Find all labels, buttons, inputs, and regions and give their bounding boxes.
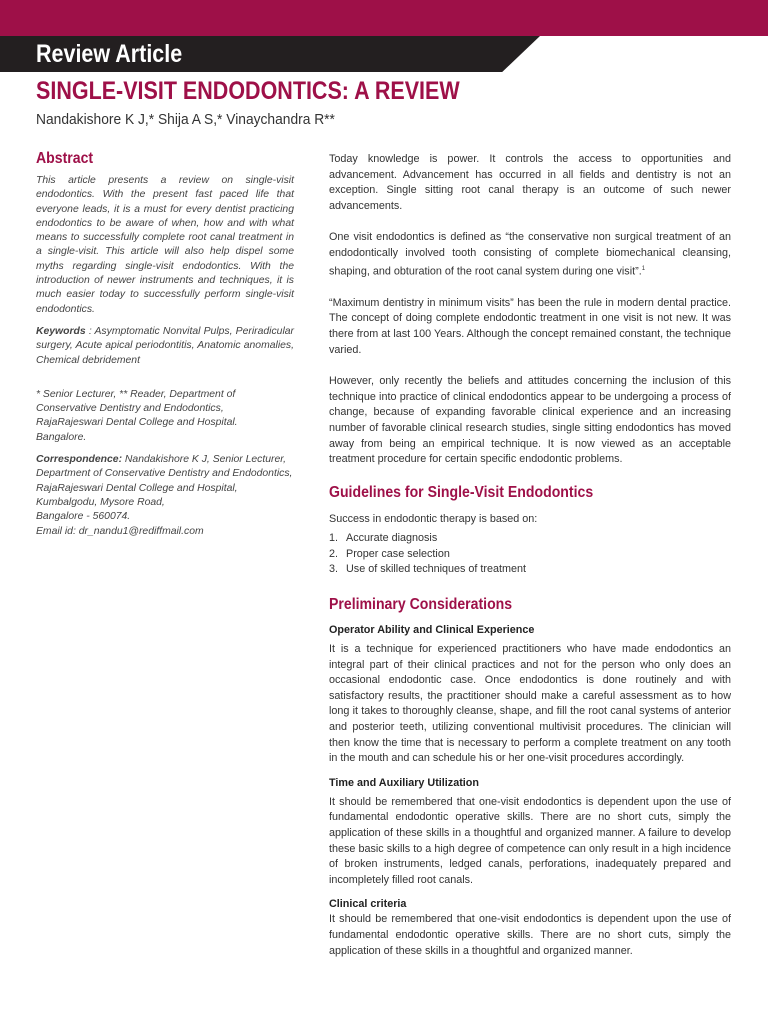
email-line: Email id: dr_nandu1@rediffmail.com bbox=[36, 525, 204, 537]
section-label: Review Article bbox=[36, 40, 183, 68]
article-title: SINGLE-VISIT ENDODONTICS: A REVIEW bbox=[36, 77, 460, 105]
operator-ability-heading: Operator Ability and Clinical Experience bbox=[329, 624, 535, 637]
paragraph-definition bbox=[329, 230, 731, 279]
correspondence-line: Bangalore - 560074. bbox=[36, 511, 131, 523]
list-text: Accurate diagnosis bbox=[346, 532, 438, 545]
list-item bbox=[329, 562, 731, 578]
list-item bbox=[329, 531, 731, 547]
paragraph-beliefs: However, only recently the beliefs and attitudes concerning the inclusion of this technique into practice of clinical endodontics appear to be undergoing a process of change, because of expanding favorable clinical experience and an increasing number of favorable clinical research studies, single sitting endodontics has moved away from being an empirical technique. It is now viewed as an acceptable treatment procedure for certain specific endodontic problems. bbox=[329, 375, 731, 466]
keywords-label: Keywords bbox=[36, 325, 86, 337]
paragraph-maximum-dentistry: “Maximum dentistry in minimum visits” has been the rule in modern dental practice. The concept of doing complete endodontic treatment in one visit is not new. It was there from at last 100 Years. Although the concept remained constant, the technique varied. bbox=[329, 296, 731, 356]
right-column bbox=[329, 152, 731, 975]
list-number: 2. bbox=[329, 547, 339, 560]
guidelines-list bbox=[329, 531, 731, 578]
abstract-text: This article presents a review on single-visit endodontics. With the present fast paced life that everyone leads, it is a must for every dentist practicing endodontics to be aware of when, how and with what means to successfully complete root canal treatment in a single-visit. This article will also help dispel some myths regarding single-visit endodontics. With the introduction of newer instruments and techniques, it is much easier today to successfully perform single-visit endodontics. bbox=[36, 175, 294, 315]
clinical-criteria-text: It should be remembered that one-visit endodontics is dependent upon the use of fundamental endodontic operative skills. There are no short cuts, simply the application of these skills in a thoughtful and organized manner. bbox=[329, 913, 731, 957]
affiliation-line: * Senior Lecturer, ** Reader, Department of bbox=[36, 388, 236, 400]
list-number: 3. bbox=[329, 563, 339, 576]
preliminary-heading: Preliminary Considerations bbox=[329, 596, 513, 614]
list-text: Use of skilled techniques of treatment bbox=[346, 563, 527, 576]
affiliation bbox=[36, 388, 294, 445]
list-number: 1. bbox=[329, 532, 339, 545]
keywords bbox=[36, 325, 294, 368]
correspondence-first-line bbox=[36, 453, 294, 467]
affiliation-line: Conservative Dentistry and Endodontics, bbox=[36, 403, 224, 415]
list-item bbox=[329, 547, 731, 563]
affiliation-line: Bangalore. bbox=[36, 431, 87, 443]
correspondence-label: Correspondence: bbox=[36, 454, 123, 466]
abstract-heading: Abstract bbox=[36, 150, 94, 167]
top-color-bar bbox=[0, 0, 768, 36]
paragraph-intro: Today knowledge is power. It controls the access to opportunities and advancement. Advancement has occurred in all fields and dentistry is not an exception. Single sitting root canal therapy is an outcome of such newer advancements. bbox=[329, 153, 731, 212]
reference-marker: 1 bbox=[641, 265, 646, 272]
correspondence-line: RajaRajeswari Dental College and Hospital, bbox=[36, 482, 238, 494]
keywords-text: : Asymptomatic Nonvital Pulps, Periradicular surgery, Acute apical periodontitis, Anatomic anomalies, Chemical debridement bbox=[36, 325, 294, 366]
correspondence bbox=[36, 453, 294, 539]
list-text: Proper case selection bbox=[346, 547, 450, 560]
affiliation-line: RajaRajeswari Dental College and Hospital. bbox=[36, 417, 238, 429]
clinical-criteria-heading: Clinical criteria bbox=[329, 898, 407, 911]
time-auxiliary-heading: Time and Auxiliary Utilization bbox=[329, 776, 479, 789]
definition-text: One visit endodontics is defined as “the conservative non surgical treatment of an endodontically involved tooth consisting of complete biomechanical cleansing, shaping, and obturation of the root canal system during one visit”. bbox=[329, 231, 731, 278]
correspondence-first: Nandakishore K J, Senior Lecturer, bbox=[122, 454, 287, 466]
correspondence-line: Kumbalgodu, Mysore Road, bbox=[36, 496, 165, 508]
operator-ability-text: It is a technique for experienced practitioners who have made endodontics an integral part of their clinical practices and not for the person who only does an occasional endodontic case. Once endodontics is done routinely and with satisfactory results, the practitioner should make a careful assessment as to how long it takes to thoroughly cleanse, shape, and fill the root canal systems of anterior and posterior teeth, utilizing conventional multivisit procedures. The clinician will then know the time that is necessary to perform a complete treatment on any tooth in the mouth and can schedule his or her one-visit procedures accordingly. bbox=[329, 643, 731, 765]
left-column bbox=[36, 150, 294, 539]
guidelines-heading: Guidelines for Single-Visit Endodontics bbox=[329, 483, 594, 501]
guidelines-intro: Success in endodontic therapy is based on: bbox=[329, 512, 538, 525]
time-auxiliary-text: It should be remembered that one-visit endodontics is dependent upon the use of fundamental endodontic operative skills. There are no short cuts, simply the application of these skills in a thoughtful and organized manner. A failure to develop these basic skills to a high degree of competence can only result in a high incidence of broken instruments, ledged canals, perforations, inadequately prepared and incompletely filled root canals. bbox=[329, 795, 731, 886]
author-list: Nandakishore K J,* Shija A S,* Vinaychandra R** bbox=[36, 111, 335, 128]
correspondence-line: Department of Conservative Dentistry and Endodontics, bbox=[36, 468, 293, 480]
